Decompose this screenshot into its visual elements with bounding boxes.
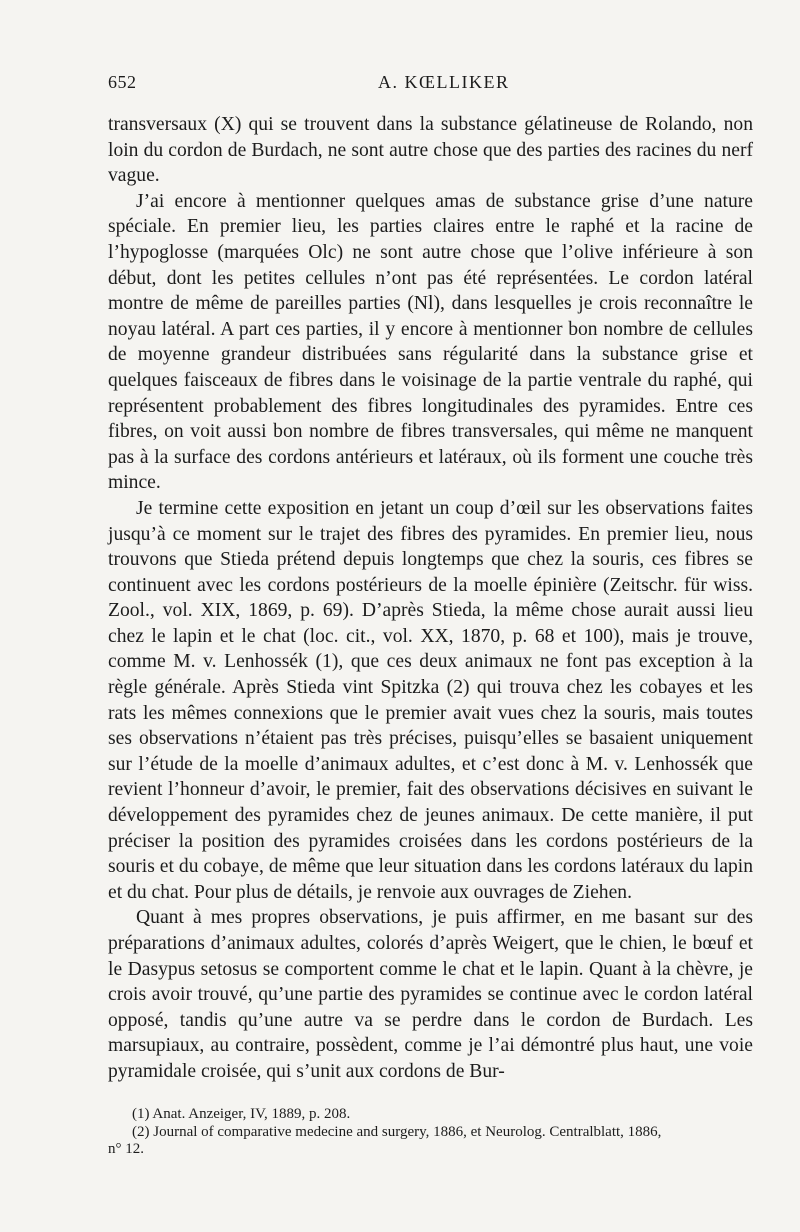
running-title: A. KŒLLIKER — [378, 72, 510, 92]
page-number: 652 — [108, 72, 137, 92]
footnote-1: (1) Anat. Anzeiger, IV, 1889, p. 208. — [132, 1106, 351, 1122]
paragraph-pyramid-fibres: Je termine cette exposition en jetant un coup d’œil sur les observations faites jusqu’à ce moment sur le trajet des fibres des pyramides. En premier lieu, nous trouvons que Stieda prétend depuis longtemps que chez la souris, ces fibres se continuent avec les cordons postérieurs de la moelle épinière (Zeitschr. für wiss. Zool., vol. XIX, 1869, p. 69). D’après Stieda, la même chose aurait aussi lieu chez le lapin et le chat (loc. cit., vol. XX, 1870, p. 68 et 100), mais je trouve, comme M. v. Lenhossék (1), que ces deux animaux ne font pas exception à la règle générale. Après Stieda vint Spitzka (2) qui trouva chez les cobayes et les rats les mêmes connexions que le premier avait vues chez la souris, mais toutes ses observations n’étaient pas très précises, puisqu’elles se basaient uniquement sur l’étude de la moelle d’animaux adultes, et c’est donc à M. v. Lenhossék que revient l’honneur d’avoir, le premier, fait des observations décisives en suivant le développement des pyramides chez de jeunes animaux. De cette manière, il put préciser la position des pyramides croisées dans les cordons postérieurs de la souris et du cobaye, de même que leur situation dans les cordons latéraux du lapin et du chat. Pour plus de détails, je renvoie aux ouvrages de Ziehen. — [108, 497, 753, 903]
paragraph-continued: transversaux (X) qui se trouvent dans la substance gélatineuse de Rolando, non loin du cordon de Burdach, ne sont autre chose que des parties des racines du nerf vague. — [108, 114, 753, 187]
paragraph-gray-matter: J’ai encore à mentionner quelques amas de substance grise d’une nature spéciale. En premier lieu, les parties claires entre le raphé et la racine de l’hypoglosse (marquées Olc) ne sont autre chose que l’olive inférieure à son début, dont les petites cellules n’ont pas été représentées. Le cordon latéral montre de même de pareilles parties (Nl), dans lesquelles je crois reconnaître le noyau latéral. A part ces parties, il y encore à mentionner bon nombre de cellules de moyenne grandeur distribuées sans régularité dans la substance grise et quelques faisceaux de fibres dans le voisinage de la partie ventrale du raphé, qui représentent probablement des fibres longitudinales des pyramides. Entre ces fibres, on voit aussi bon nombre de fibres transversales, qui même ne manquent pas à la surface des cordons antérieurs et latéraux, où ils forment une couche très mince. — [108, 190, 753, 494]
footnote-2: (2) Journal of comparative medecine and surgery, 1886, et Neurolog. Centralblatt, 1886, — [132, 1123, 662, 1140]
page-header — [108, 72, 753, 98]
body-text — [108, 112, 753, 1085]
footnote-2-continuation: n° 12. — [108, 1141, 144, 1157]
footnotes — [108, 1106, 753, 1159]
paragraph-own-observations: Quant à mes propres observations, je puis affirmer, en me basant sur des préparations d’animaux adultes, colorés d’après Weigert, que le chien, le bœuf et le Dasypus setosus se comportent comme le chat et le lapin. Quant à la chèvre, je crois avoir trouvé, qu’une partie des pyramides se continue avec le cordon latéral opposé, tandis qu’une autre va se perdre dans le cordon de Burdach. Les marsupiaux, au contraire, possèdent, comme je l’ai démontré plus haut, une voie pyramidale croisée, qui s’unit aux cordons de Bur- — [108, 907, 753, 1082]
